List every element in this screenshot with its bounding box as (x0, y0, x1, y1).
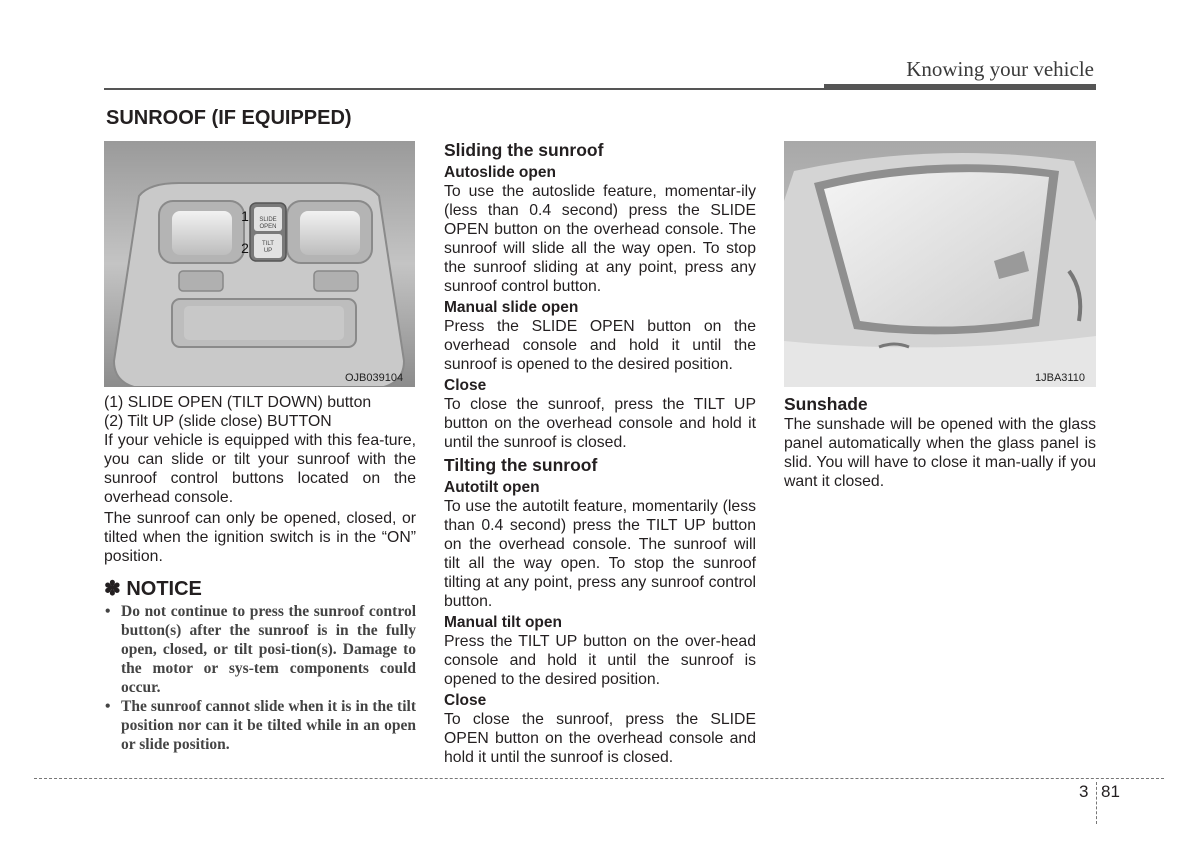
sunshade-text: The sunshade will be opened with the glass panel automatically when the glass panel is slid. You will have to close it man-ually if you want it closed. (784, 416, 1096, 490)
manual-slide-text: Press the SLIDE OPEN button on the overhead console and hold it until the sunroof is opened to the desired position. (444, 318, 756, 373)
notice-list (104, 602, 416, 754)
running-header: Knowing your vehicle (906, 57, 1094, 81)
autoslide-heading: Autoslide open (444, 164, 556, 181)
header-rule-accent (824, 84, 1096, 90)
figure2-code: 1JBA3110 (1035, 372, 1085, 384)
footer-rule (34, 778, 1164, 779)
notice-star-icon: ✽ (104, 578, 121, 600)
notice-item: • The sunroof cannot slide when it is in the tilt position nor can it be tilted while in an open or slide position. (104, 697, 416, 754)
manual-tilt-heading: Manual tilt open (444, 614, 562, 631)
slide-label-1: SLIDE (259, 217, 277, 223)
column-1 (104, 393, 416, 754)
intro-paragraph: If your vehicle is equipped with this fea-ture, you can slide or tilt your sunroof with the sunroof control buttons located on the overhead console. (104, 432, 416, 506)
glass-panel (824, 172, 1049, 326)
notice-title: NOTICE (126, 578, 202, 600)
close-heading: Close (444, 377, 487, 394)
sunshade-heading: Sunshade (784, 394, 868, 414)
chapter-number: 3 (1079, 782, 1089, 801)
autotilt-text: To use the autotilt feature, momentarily (less than 0.4 second) press the TILT UP button on the overhead console. The sunroof will tilt all the way open. To stop the sunroof tilting at any point, press any sunroof control button. (444, 498, 756, 610)
manual-tilt-text: Press the TILT UP button on the over-head console and hold it until the sunroof is opened to the desired position. (444, 633, 756, 688)
notice-item: • Do not continue to press the sunroof control button(s) after the sunroof is in the fully open, closed, or tilt posi-tion(s). Damage to the motor or sys-tem components could occur. (104, 602, 416, 697)
column-3 (784, 393, 1096, 491)
close-text: To close the sunroof, press the TILT UP button on the overhead console and hold it until the sunroof is closed. (444, 396, 756, 451)
callout-1: 1 (241, 208, 249, 224)
sunroof-interior-figure (784, 141, 1096, 387)
close-heading: Close (444, 692, 487, 709)
column-2 (444, 139, 756, 767)
tilt-label-1: TILT (262, 241, 274, 247)
slide-label-2: OPEN (259, 224, 277, 230)
autoslide-text: To use the autoslide feature, momentar-ily (less than 0.4 second) press the SLIDE OPEN button on the overhead console. The sunroof will slide all the way open. To stop the sunroof sliding at any point, press any sunroof control button. (444, 183, 756, 295)
page-number: 81 (1101, 782, 1120, 801)
figure1-code: OJB039104 (345, 372, 404, 384)
tilting-heading: Tilting the sunroof (444, 455, 598, 475)
tilt-label-2: UP (263, 248, 273, 254)
callout-2: 2 (241, 240, 249, 256)
notice-heading (104, 576, 416, 602)
sliding-heading: Sliding the sunroof (444, 140, 604, 160)
section-title: SUNROOF (IF EQUIPPED) (106, 107, 352, 129)
manual-slide-heading: Manual slide open (444, 299, 579, 316)
caption-item-1: (1) SLIDE OPEN (TILT DOWN) button (104, 394, 372, 411)
footer-divider (1096, 782, 1097, 824)
autotilt-heading: Autotilt open (444, 479, 540, 496)
ignition-paragraph: The sunroof can only be opened, closed, or tilted when the ignition switch is in the “ON” position. (104, 510, 416, 565)
close-text: To close the sunroof, press the SLIDE OPEN button on the overhead console and hold it until the sunroof is closed. (444, 711, 756, 766)
caption-item-2: (2) Tilt UP (slide close) BUTTON (104, 413, 332, 430)
overhead-console-figure (104, 141, 415, 387)
